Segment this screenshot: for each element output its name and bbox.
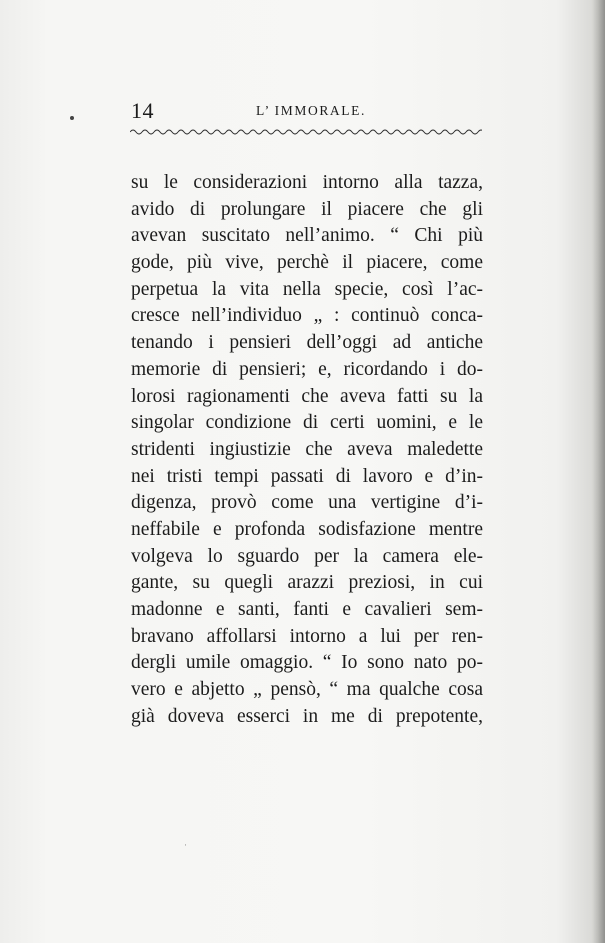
ornament-wave: [238, 130, 250, 134]
ornament-wave: [226, 130, 238, 134]
text-line: avido di prolungare il piacere che gli: [131, 198, 483, 220]
ornament-wave: [130, 130, 142, 134]
text-line: madonne e santi, fanti e cavalieri sem-: [131, 599, 483, 620]
text-line: bravano affollarsi intorno a lui per ren-: [131, 625, 483, 647]
text-line: gode, più vive, perchè il piacere, come: [131, 252, 483, 274]
ornament-wave: [454, 130, 466, 134]
text-line: tenando i pensieri dell’oggi ad antiche: [131, 332, 483, 354]
text-line: nei tristi tempi passati di lavoro e d’in-: [131, 465, 483, 487]
ornament-wave: [274, 130, 286, 134]
running-title: L’ IMMORALE.: [256, 103, 366, 118]
text-line: avevan suscitato nell’animo. “ Chi più: [131, 225, 483, 247]
ornament-wave: [406, 130, 418, 134]
page-edge-shadow: [591, 0, 605, 943]
page-number: 14: [131, 98, 154, 123]
ornament-wave: [142, 130, 154, 134]
ink-speck: ·: [184, 840, 187, 850]
ornament-wave: [322, 130, 334, 134]
ornament-wave: [214, 130, 226, 134]
ornament-wave: [478, 130, 482, 134]
ornament-wave: [334, 130, 346, 134]
ornament-wave: [310, 130, 322, 134]
ornament-wave: [190, 130, 202, 134]
ornamental-rule: [130, 127, 482, 137]
text-line: dergli umile omaggio. “ Io sono nato po-: [131, 652, 483, 674]
ornament-wave: [166, 130, 178, 134]
ornament-wave: [382, 130, 394, 134]
ornament-wave: [346, 130, 358, 134]
ornament-wave: [430, 130, 442, 134]
ornament-wave: [298, 130, 310, 134]
ornament-wave: [370, 130, 382, 134]
text-line: gante, su quegli arazzi preziosi, in cui: [131, 572, 483, 594]
text-line: lorosi ragionamenti che aveva fatti su la: [131, 385, 483, 407]
text-line: volgeva lo sguardo per la camera ele-: [131, 545, 483, 567]
ornament-wave: [418, 130, 430, 134]
ornament-wave: [250, 130, 262, 134]
ornament-wave: [202, 130, 214, 134]
text-line: singolar condizione di certi uomini, e le: [131, 412, 483, 434]
ornament-wave: [154, 130, 166, 134]
ornament-wave: [466, 130, 478, 134]
ornament-wave: [178, 130, 190, 134]
text-line: su le considerazioni intorno alla tazza,: [131, 172, 483, 193]
ornament-wave: [286, 130, 298, 134]
text-line: neffabile e profonda sodisfazione mentre: [131, 518, 483, 540]
ornament-wave: [358, 130, 370, 134]
ink-speck: [70, 116, 74, 120]
text-line: già doveva esserci in me di prepotente,: [131, 705, 483, 727]
ornament-wave: [442, 130, 454, 134]
text-line: stridenti ingiustizie che aveva maledette: [131, 438, 483, 460]
ornament-wave: [394, 130, 406, 134]
body-text: [131, 170, 483, 730]
ornament-wave: [262, 130, 274, 134]
text-line: digenza, provò come una vertigine d’i-: [131, 492, 483, 514]
text-line: cresce nell’individuo „ : continuò conca-: [131, 305, 483, 327]
text-line: memorie di pensieri; e, ricordando i do-: [131, 358, 483, 380]
text-line: perpetua la vita nella specie, così l’ac-: [131, 278, 483, 300]
text-line: vero e abjetto „ pensò, “ ma qualche cosa: [131, 679, 483, 701]
